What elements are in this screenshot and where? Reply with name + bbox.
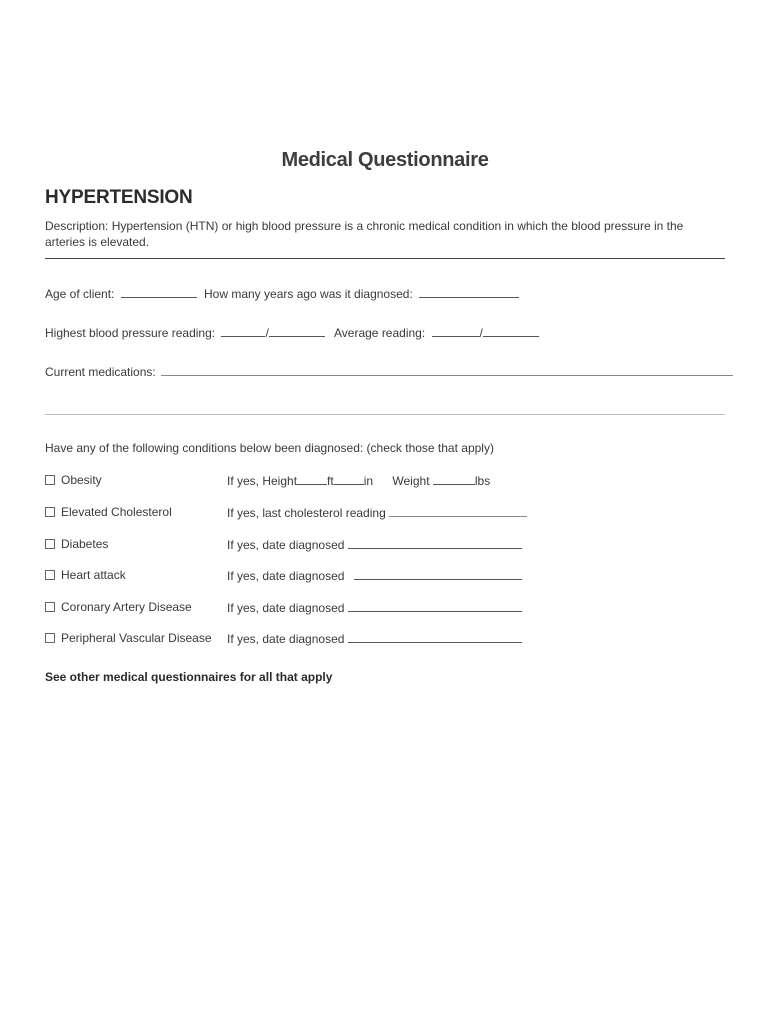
years-diagnosed-input[interactable] (419, 286, 519, 298)
condition-row-diabetes (45, 537, 108, 551)
average-bp-systolic-input[interactable] (432, 325, 480, 337)
weight-input[interactable] (433, 473, 475, 485)
cholesterol-reading-input[interactable] (389, 505, 527, 517)
section-heading: HYPERTENSION (45, 187, 193, 208)
years-diagnosed-field (204, 286, 519, 301)
checkbox-cad[interactable] (45, 602, 55, 612)
weight-label: Weight (392, 474, 430, 488)
height-ft-input[interactable] (297, 473, 327, 485)
height-in-unit: in (363, 474, 374, 488)
obesity-followup (227, 473, 490, 488)
description-text: Description: Hypertension (HTN) or high blood pressure is a chronic medical condition in which the blood pressure in the arteries is elevated. (45, 219, 684, 249)
diabetes-date-input[interactable] (348, 537, 522, 549)
condition-row-cholesterol (45, 505, 172, 519)
cad-date-input[interactable] (348, 600, 522, 612)
document-title: Medical Questionnaire (281, 149, 489, 171)
pvd-followup (227, 631, 522, 646)
medications-label: Current medications: (45, 365, 156, 379)
pvd-date-input[interactable] (348, 631, 522, 643)
highest-bp-systolic-input[interactable] (221, 325, 265, 337)
cad-followup (227, 600, 522, 615)
medications-field (45, 364, 725, 379)
cholesterol-followup-label: If yes, last cholesterol reading (227, 506, 386, 520)
condition-label-cad: Coronary Artery Disease (61, 600, 192, 614)
average-bp-label: Average reading: (334, 326, 426, 340)
condition-row-obesity (45, 473, 102, 487)
age-field (45, 286, 197, 301)
obesity-followup-prefix: If yes, Height (227, 474, 298, 488)
heart-attack-followup (227, 568, 522, 583)
condition-label-obesity: Obesity (61, 473, 102, 487)
age-input[interactable] (121, 286, 197, 298)
checkbox-heart-attack[interactable] (45, 570, 55, 580)
weight-unit: lbs (474, 474, 491, 488)
checkbox-diabetes[interactable] (45, 539, 55, 549)
highest-bp-label: Highest blood pressure reading: (45, 326, 216, 340)
average-bp-diastolic-input[interactable] (483, 325, 539, 337)
condition-label-cholesterol: Elevated Cholesterol (61, 505, 172, 519)
highest-bp-diastolic-input[interactable] (269, 325, 325, 337)
condition-label-diabetes: Diabetes (61, 537, 109, 551)
condition-label-pvd: Peripheral Vascular Disease (61, 631, 212, 645)
divider-middle (45, 414, 725, 415)
cholesterol-followup (227, 505, 527, 520)
highest-bp-slash: / (265, 326, 269, 340)
condition-row-cad (45, 600, 192, 614)
medications-input[interactable] (161, 364, 733, 376)
average-bp-slash: / (479, 326, 483, 340)
cad-followup-label: If yes, date diagnosed (227, 601, 345, 615)
conditions-prompt: Have any of the following conditions below been diagnosed: (check those that apply) (45, 441, 494, 455)
condition-label-heart-attack: Heart attack (61, 568, 126, 582)
pvd-followup-label: If yes, date diagnosed (227, 632, 345, 646)
checkbox-pvd[interactable] (45, 633, 55, 643)
heart-attack-followup-label: If yes, date diagnosed (227, 569, 345, 583)
height-ft-unit: ft (327, 474, 334, 488)
condition-row-heart-attack (45, 568, 126, 582)
condition-row-pvd (45, 631, 212, 645)
age-label: Age of client: (45, 287, 115, 301)
divider-top (45, 258, 725, 259)
diabetes-followup-label: If yes, date diagnosed (227, 538, 345, 552)
height-in-input[interactable] (334, 473, 364, 485)
footer-note: See other medical questionnaires for all that apply (45, 670, 333, 684)
checkbox-cholesterol[interactable] (45, 507, 55, 517)
checkbox-obesity[interactable] (45, 475, 55, 485)
years-diagnosed-label: How many years ago was it diagnosed: (204, 287, 413, 301)
average-bp-field (334, 325, 539, 340)
highest-bp-field (45, 325, 325, 340)
heart-attack-date-input[interactable] (354, 568, 522, 580)
diabetes-followup (227, 537, 522, 552)
